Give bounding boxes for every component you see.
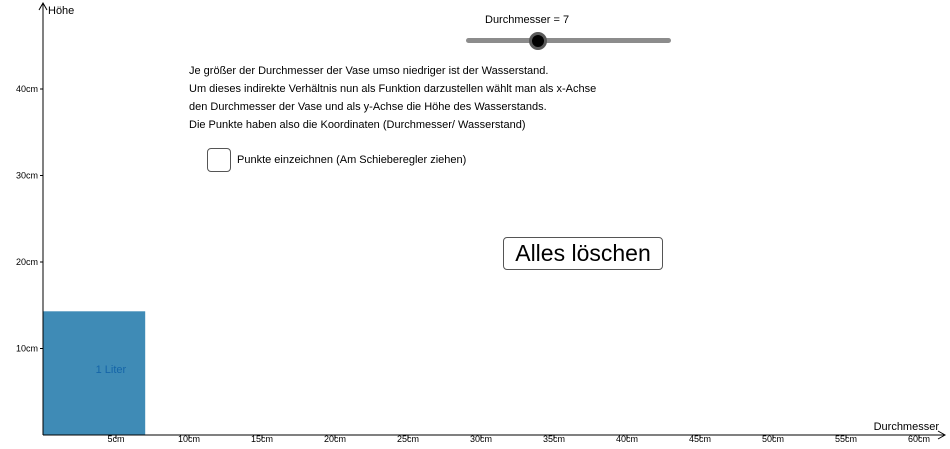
x-tick-label: 15cm xyxy=(250,434,274,444)
x-tick-label: 55cm xyxy=(834,434,858,444)
y-axis-title: Höhe xyxy=(48,5,75,17)
x-tick-label: 30cm xyxy=(469,434,493,444)
x-tick-label: 10cm xyxy=(177,434,201,444)
slider-handle[interactable] xyxy=(529,32,547,50)
y-tick-label: 10cm xyxy=(15,343,38,354)
y-tick-label: 40cm xyxy=(15,84,38,94)
draw-points-checkbox-label: Punkte einzeichnen (Am Schieberegler ziehen) xyxy=(237,154,467,166)
x-tick-label: 35cm xyxy=(542,434,566,444)
x-tick-label: 20cm xyxy=(323,434,347,444)
explanation-line: den Durchmesser der Vase und als y-Achse die Höhe des Wasserstands. xyxy=(189,101,547,113)
vase-water-rect xyxy=(43,311,145,435)
clear-all-button[interactable]: Alles löschen xyxy=(503,237,663,270)
vase-volume-label: 1 Liter xyxy=(95,364,127,376)
diameter-slider[interactable] xyxy=(466,38,671,43)
slider-label: Durchmesser = 7 xyxy=(485,14,570,26)
x-tick-label: 45cm xyxy=(688,434,712,444)
x-axis-title: Durchmesser xyxy=(873,421,939,433)
y-tick-label: 20cm xyxy=(15,257,38,267)
y-tick-label: 30cm xyxy=(15,170,38,181)
x-tick-label: 60cm xyxy=(907,434,931,444)
x-tick-label: 40cm xyxy=(615,434,639,444)
x-tick-label: 50cm xyxy=(761,434,785,444)
x-tick-label: 25cm xyxy=(396,434,420,444)
draw-points-checkbox[interactable] xyxy=(207,148,231,172)
x-tick-label: 5cm xyxy=(107,434,125,444)
explanation-text xyxy=(189,62,596,134)
explanation-line: Um dieses indirekte Verhältnis nun als Funktion darzustellen wählt man als x-Achse xyxy=(189,83,597,95)
explanation-line: Die Punkte haben also die Koordinaten (Durchmesser/ Wasserstand) xyxy=(189,119,526,131)
explanation-line: Je größer der Durchmesser der Vase umso niedriger ist der Wasserstand. xyxy=(189,65,549,77)
